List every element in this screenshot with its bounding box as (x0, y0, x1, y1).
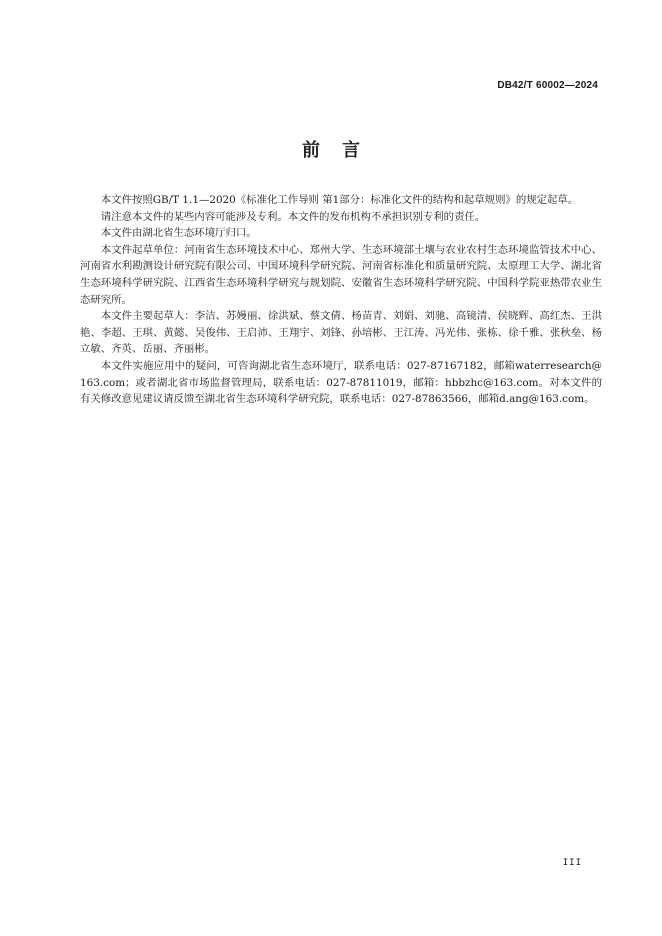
body-text (80, 192, 602, 408)
paragraph-administered-by: 本文件由湖北省生态环境厅归口。 (100, 227, 257, 240)
paragraph-drafting-units: 本文件起草单位：河南省生态环境技术中心、郑州大学、生态环境部土壤与农业农村生态环境监管技术中心、河南省水利勘测设计研究院有限公司、中国环境科学研究院、河南省标准化和质量研究院、太原理工大学、湖北省生态环境科学研究院、江西省生态环境科学研究与规划院、安徽省生态环境科学研究院、中国科学院亚热带农业生态研究所。 (80, 243, 602, 306)
document-code: DB42/T 60002—2024 (497, 80, 598, 91)
page-title: 前言 (302, 140, 382, 161)
paragraph-patent-notice: 请注意本文件的某些内容可能涉及专利。本文件的发布机构不承担识别专利的责任。 (100, 210, 486, 223)
paragraph-drafters: 本文件主要起草人：李洁、苏嫚丽、徐洪斌、蔡文倩、杨苗青、刘娟、刘驰、高镜清、侯晓辉、高红杰、王洪艳、李超、王琪、黄懿、吴俊伟、王启沛、王翔宇、刘锋、孙培彬、王江涛、冯光伟、张栋、徐千雅、张秋垒、杨立敏、齐英、岳丽、齐丽彬。 (80, 310, 602, 356)
page-number: III (562, 858, 582, 868)
paragraph-drafting-rules: 本文件按照GB/T 1.1—2020《标准化工作导则 第1部分：标准化文件的结构和起草规则》的规定起草。 (100, 194, 579, 206)
paragraph-contact: 本文件实施应用中的疑问，可咨询湖北省生态环境厅，联系电话：027-87167182，邮箱waterresearch@163.com；或者湖北省市场监督管理局，联系电话：027-87811019，邮箱：hbbzhc@163.com。对本文件的有关修改意见建议请反馈至湖北省生态环境科学研究院，联系电话：027-87863566，邮箱d.ang@163.com。 (80, 359, 602, 406)
